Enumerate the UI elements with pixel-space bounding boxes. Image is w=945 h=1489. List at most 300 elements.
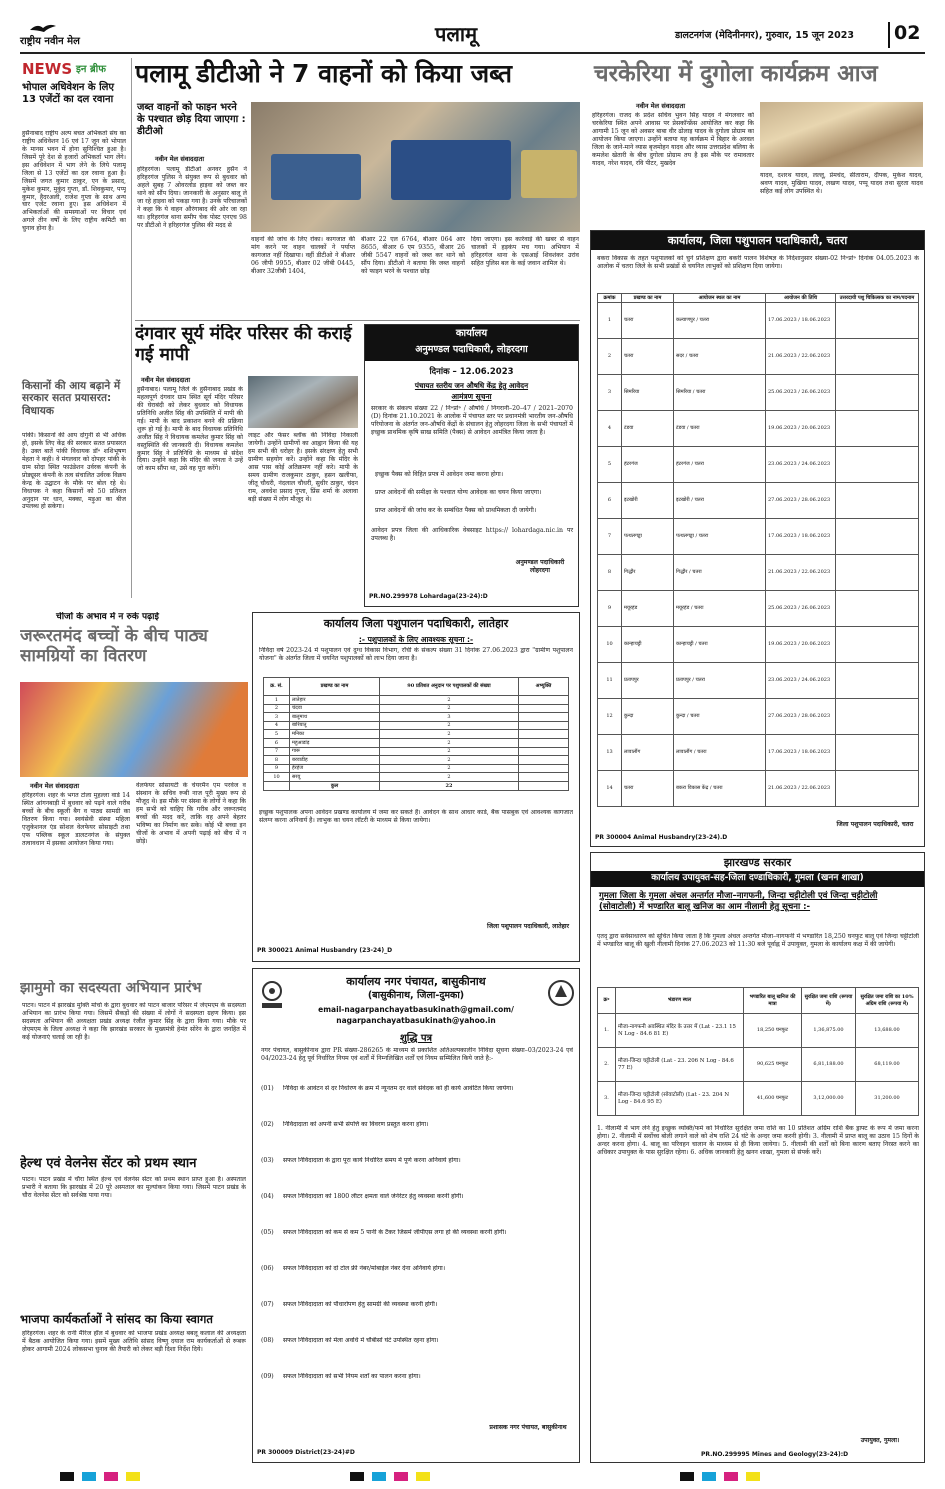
- table-row: [264, 738, 569, 747]
- health-body: पाटन। पाटन प्रखंड में चौरा स्थित हेल्थ एवं वेलनेस सेंटर को प्रथम स्थान प्राप्त हुआ है। अस्पताल प्रभारी ने बताया कि झारखंड में 20 पूरे अस्पताल का मूल्यांकन किया गया। जिसमें पाटन प्रखंड के चौरा वेलनेस सेंटर को सर्वश्रेष्ठ पाया गया।: [22, 1176, 246, 1199]
- latehar-pr: PR 300021 Animal Husbandry (23-24)_D: [257, 947, 393, 954]
- table-row: [264, 704, 569, 713]
- lead-byline: नवीन मेल संवाददाता: [155, 155, 204, 163]
- chatra-cell-date: 23.06.2023 / 24.06.2023: [766, 662, 836, 698]
- chatra-cell-venue: मयूरहंड / चतरा: [674, 590, 766, 626]
- table-row: [598, 626, 919, 662]
- chatra-col-serial: क्रमांक: [598, 294, 622, 303]
- chatra-cell-officer: [836, 518, 919, 554]
- gumla-intro: एतद् द्वारा सर्वसाधारण को सूचित किया जाता है कि गुमला अंचल अन्तर्गत मौजा–नागफनी में भण्डारित 18,250 घनफुट बालू एवं जिन्दा चट्टीटोली में भण्डारित बालू की खुली नीलामी दिनांक 27.06.2023 को 11:30 बजे पूर्वाह्न में उपायुक्त, गुमला के कार्यालय कक्ष में की जायेगी।: [597, 933, 919, 948]
- latehar-notes: इच्छुक पशुपालक अपना आवेदन प्रखण्ड कार्यालय में जमा कर सकते हैं। आवेदन के साथ आधार कार्ड, बैंक पासबुक एवं आवश्यक कागजात संलग्न करना अनिवार्य है। लाभुक का चयन लॉटरी के माध्यम से किया जायेगा।: [259, 809, 573, 824]
- chatra-cell-serial: 1: [598, 302, 622, 338]
- latehar-cell-serial: 5: [264, 730, 290, 739]
- swatch-black-3: [680, 1472, 694, 1481]
- latehar-sign: जिला पशुपालन पदाधिकारी, लातेहार: [486, 923, 570, 930]
- latehar-cell-remark: [519, 756, 569, 765]
- basukinath-notice: [252, 968, 580, 1463]
- print-color-bar: [20, 1472, 925, 1482]
- latehar-cell-count: 2: [380, 704, 519, 713]
- swatch-black-2: [350, 1472, 364, 1481]
- truck-1: [271, 154, 361, 200]
- lohardaga-sign: अनुमण्डल पदाधिकारी लोहरदगा: [515, 559, 565, 574]
- latehar-cell-count: 2: [380, 747, 519, 756]
- gumla-cell-deposit: 6,81,188.00: [802, 1048, 856, 1082]
- swatch-cyan-2: [372, 1472, 386, 1481]
- table-row: [598, 1082, 919, 1116]
- page-number: 02: [894, 22, 921, 44]
- gumla-cell-qty: 41,600 घनफुट: [744, 1082, 802, 1116]
- latehar-total-value: 22: [380, 781, 519, 790]
- list-item-text: निविदा के आवंटन से दर निर्धारण के क्रम में न्यूनतम दर वाले संवेदक को ही कार्य आवंटित किया जायेगा।: [283, 1085, 514, 1092]
- jmm-column: [20, 980, 248, 1455]
- latehar-cell-serial: 7: [264, 747, 290, 756]
- latehar-cell-count: 2: [380, 756, 519, 765]
- latehar-cell-remark: [519, 738, 569, 747]
- latehar-cell-block: चंदवा: [290, 704, 380, 713]
- chatra-cell-serial: 7: [598, 518, 622, 554]
- bjp-headline: भाजपा कार्यकर्ताओं ने सांसद का किया स्वागत: [20, 1312, 213, 1326]
- table-row: [264, 747, 569, 756]
- lohardaga-body: सरकार के संकल्प संख्या 22 / नि॰प्रो॰ / औषधि / निगरानी–20–47 / 2021–2070 (D) दिनांक 21.10.2021 के आलोक में पंचायत स्तर पर प्रधानमंत्री भारतीय जन-औषधि परियोजना के अंतर्गत जन-औषधि केंद्रों के संचालन हेतु लोहरदगा जिला के सभी पंचायतों में इच्छुक प्राथमिक कृषि साख समिति (पैक्स) से आवेदन आमंत्रित किया जाता है।: [371, 405, 573, 436]
- latehar-cell-remark: [519, 696, 569, 705]
- chatra-cell-block: गिद्धौर: [622, 554, 674, 590]
- lohardaga-office-2: अनुमण्डल पदाधिकारी, लोहरदगा: [415, 344, 528, 355]
- table-row: [264, 730, 569, 739]
- list-item-number: (09): [261, 1373, 274, 1380]
- chatra-cell-venue: बकरा विकास केंद्र / चतरा: [674, 770, 766, 806]
- list-item: [261, 1373, 573, 1409]
- chatra-cell-officer: [836, 662, 919, 698]
- latehar-cell-block: बालूमाथ: [290, 713, 380, 722]
- table-row: [598, 590, 919, 626]
- list-item: [261, 1301, 573, 1337]
- chatra-cell-officer: [836, 734, 919, 770]
- lohardaga-pr: PR.NO.299978 Lohardaga(23-24):D: [369, 593, 488, 600]
- basukinath-email-2: nagarpanchayatbasukinath@yahoo.in: [336, 1016, 496, 1025]
- brief-body-1: हुसैनाबाद राष्ट्रीय अल्प बचत अभिकर्ता संघ का राष्ट्रीय अधिवेशन 16 एवं 17 जून को भोपाल के मानस भवन में होना सुनिश्चित हुआ है। जिसमें पूरे देश से हजारों अभिकर्ता भाग लेंगे। इस अधिवेशन में भाग लेने के लिये पलामू जिला से 13 एजेंटों का दल रवाना हुआ है। जिसमें जगत कुमार ठाकुर, एन के प्रसाद, मुकेश कुमार, मुकुंद गुप्ता, डॉ. शिवकुमार, पप्पू कुमार, हैदरअली, राजेश गुप्ता के साथ अन्य चार एजेंट रवाना हुए। इस अधिवेशन में अभिकर्ताओं की समस्याओं पर विचार एवं अगले तीन वर्षों के लिए राष्ट्रीय कमिटी का चुनाव होना है।: [22, 130, 126, 233]
- latehar-cell-count: 3: [380, 713, 519, 722]
- swatch-black-1: [60, 1472, 74, 1481]
- basukinath-office-2: (बासुकीनाथ, जिला-दुमका): [367, 990, 465, 1001]
- chatra-table: [597, 293, 919, 807]
- list-item: [261, 1265, 573, 1301]
- chatra-cell-serial: 10: [598, 626, 622, 662]
- bjp-body: हरिहरगंज। शहर के रानी मैरिज हॉल में बुधवार को भाजपा प्रखंड अध्यक्ष बबलू कलाल की अध्यक्षता में बैठक आयोजित किया गया। इसमें मुख्य अतिथि सांसद विष्णु दयाल राम कार्यकर्ताओं से रूबरू होकर आगामी 2024 लोकसभा चुनाव की तैयारी को लेकर बड़ी दिशा निर्देश दिये।: [22, 1330, 246, 1353]
- chatra-cell-block: प्रतापपुर: [622, 662, 674, 698]
- table-row: [598, 302, 919, 338]
- chatra-cell-officer: [836, 302, 919, 338]
- chatra-cell-serial: 11: [598, 662, 622, 698]
- latehar-cell-block: महुआडांड़: [290, 738, 380, 747]
- page-number-divider: [888, 22, 890, 48]
- table-row: [264, 713, 569, 722]
- masthead-brand: राष्ट्रीय नवीन मेल: [20, 36, 80, 47]
- lead-bottom-rule: [135, 320, 580, 321]
- charkeriya-body-2: यादव, दशरथ यादव, लल्लू, प्रेमचंद, सीताराम, दीपक, मुकेश यादव, श्रवण यादव, मुखिया यादव, लखण यादव, पप्पू यादव तथा सुरता यादव सहित कई लोग उपस्थित थे।: [760, 172, 923, 195]
- gumla-conditions: 1. नीलामी में भाग लेने हेतु इच्छुक व्यक्ति/फर्म को निर्धारित सुरक्षित जमा राशि का 10 प्रतिशत अग्रिम राशि बैंक ड्राफ्ट के रूप में जमा करना होगा। 2. नीलामी में सर्वोच्च बोली लगाने वाले को शेष राशि 24 घंटे के अन्दर जमा करनी होगी। 3. नीलामी में प्राप्त बालू का उठाव 15 दिनों के अन्दर करना होगा। 4. बालू का परिवहन चालान के माध्यम से ही किया जायेगा। 5. नीलामी की शर्तों को बिना कारण बताए निरस्त करने का अधिकार उपायुक्त के पास सुरक्षित रहेगा। 6. अधिक जानकारी हेतु खनन शाखा, गुमला से संपर्क करें।: [597, 1125, 919, 1156]
- swatch-magenta-2: [394, 1472, 408, 1481]
- gumla-sign: उपायुक्त, गुमला।: [860, 1437, 900, 1444]
- basukinath-title: शुद्धि पत्र: [399, 1033, 433, 1044]
- gumla-pr: PR.NO.299995 Mines and Geology(23-24):D: [701, 1451, 849, 1458]
- latehar-cell-count: 2: [380, 764, 519, 773]
- news-brief-column: [20, 58, 128, 598]
- list-item: [261, 1157, 573, 1193]
- latehar-cell-remark: [519, 764, 569, 773]
- lead-body-4: दिया जाएगा। इस कार्रवाई की खबर से वाहन चालकों में हड़कंप मच गया। अभियान में हरिहरगंज थाना के एसआई शिवशंकर उरांव सहित पुलिस बल के कई जवान शामिल थे।: [471, 236, 579, 267]
- chatra-cell-officer: [836, 338, 919, 374]
- list-item: [261, 1337, 573, 1373]
- chatra-cell-serial: 12: [598, 698, 622, 734]
- chatra-cell-venue: हंटरगंज / चतरा: [674, 446, 766, 482]
- list-item-number: (02): [261, 1121, 274, 1128]
- study-story: [20, 612, 248, 974]
- latehar-cell-remark: [519, 713, 569, 722]
- gumla-notice: [590, 852, 925, 1463]
- gumla-table-wrap: [597, 987, 919, 1116]
- swatch-yellow-1: [126, 1472, 140, 1481]
- study-photo-children: [20, 682, 248, 777]
- table-row: [598, 374, 919, 410]
- latehar-cell-count: 2: [380, 738, 519, 747]
- lead-deck: जब्त वाहनों को फाइन भरने के पश्चात छोड़ दिया जाएगा : डीटीओ: [137, 102, 246, 137]
- chatra-cell-venue: इटखोरी / चतरा: [674, 482, 766, 518]
- chatra-cell-officer: [836, 410, 919, 446]
- chatra-cell-officer: [836, 626, 919, 662]
- swatch-yellow-3: [746, 1472, 760, 1481]
- chatra-table-header: [598, 294, 919, 303]
- chatra-cell-date: 19.06.2023 / 20.06.2023: [766, 410, 836, 446]
- basukinath-conditions-list: [261, 1085, 573, 1409]
- list-item-text: सफल निविदादाता को पौधारोपण हेतु सामग्री की व्यवस्था करनी होगी।: [283, 1301, 438, 1308]
- chatra-cell-officer: [836, 446, 919, 482]
- temple-story: [135, 324, 360, 599]
- list-item-text: सफल निविदादाता को दो टोल फ्री नंबर/मोबाईल नंबर देना अनिवार्य होगा।: [283, 1265, 446, 1272]
- chatra-cell-serial: 13: [598, 734, 622, 770]
- lohardaga-bullet-2: प्राप्त आवेदनों की समीक्षा के पश्चात योग्य आवेदक का चयन किया जाएगा।: [375, 489, 542, 496]
- chatra-cell-officer: [836, 554, 919, 590]
- study-body-2: वेलफेयर सोसायटी के चेयरमैन एम परवेज व संस्थान के सचिव रूबी नाज पूरी मुख्य रूप से मौजूद थे। इस मौके पर संस्था के लोगों ने कहा कि हम सभी को चाहिए कि गरीब और जरूरतमंद बच्चों की मदद करें, ताकि वह अपने बेहतर भविष्य का निर्माण कर सके। कोई भी बच्चा इन चीजों के अभाव में अपनी पढ़ाई को बीच में न छोड़े।: [136, 782, 246, 845]
- chatra-cell-officer: [836, 590, 919, 626]
- list-item-number: (01): [261, 1085, 274, 1092]
- chatra-cell-date: 21.06.2023 / 22.06.2023: [766, 338, 836, 374]
- latehar-intro: निविदा वर्ष 2023-24 में पशुपालन एवं दुग्ध विकास विभाग, राँची के संकल्प संख्या 31 दिनांक 27.06.2023 द्वारा "ग्रामीण पशुपालन योजना" के अंतर्गत जिला में चयनित पशुपालकों को लाभ दिया जाना है।: [259, 647, 573, 662]
- charkeriya-body-1: हरिहरगंज। राजद के प्रदेश सचिव भुवन सिंह यादव ने मंगलवार को चरकेरिया स्थित अपने आवास पर प्रेसकॉन्फ्रेंस आयोजित कर कहा कि आगामी 15 जून को अवसर बाबा वीर ढोलाइ यादव के दुगोला प्रोग्राम का आयोजन किया जाएगा। उन्होंने बताया यह कार्यक्रम में बिहार के अरवल जिला के जाने-माने व्यास बृजमोहन यादव और व्यास उत्तरप्रदेश बलिया के कमलेश खेतारी के बीच दुगोला प्रोग्राम तय है इस मौके पर रामावतार यादव, नरेश यादव, रवि पीटर, मुखदेव: [592, 112, 754, 167]
- lead-story: [135, 58, 580, 316]
- brief-headline-2: किसानों की आय बढ़ाने में सरकार सतत प्रयासरत: विधायक: [22, 380, 121, 417]
- table-row: [598, 338, 919, 374]
- chatra-cell-venue: प्रतापपुर / चतरा: [674, 662, 766, 698]
- table-row: [598, 1048, 919, 1082]
- chatra-cell-date: 21.06.2023 / 22.06.2023: [766, 554, 836, 590]
- gumla-col-serial: क्र॰: [598, 988, 616, 1014]
- lohardaga-bullet-1: इच्छुक पैक्स को विहित प्रपत्र में आवेदन जमा करना होगा।: [375, 471, 504, 478]
- chatra-cell-venue: गिद्धौर / चतरा: [674, 554, 766, 590]
- chatra-cell-venue: कल्याणपुर / चतरा: [674, 302, 766, 338]
- latehar-subtitle: :- पशुपालकों के लिए आवश्यक सूचना :-: [358, 635, 474, 644]
- gumla-cell-qty: 18,250 घनफुट: [744, 1014, 802, 1048]
- table-row: [264, 696, 569, 705]
- list-item-number: (06): [261, 1265, 274, 1272]
- study-body-1: हरिहरगंज। शहर के भगत टोला मुहल्ला वार्ड 14 स्थित आंगनबाड़ी में बुधवार को पढ़ने वाले गरीब बच्चों के बीच स्कूली बैग व पाठ्य सामग्री का वितरण किया गया। स्वयंसेवी संस्था महिला एजुकेशनल एंड सोशल वेलफेयर सोसाइटी तथा एफ पब्लिक स्कूल डालटनगंज के संयुक्त तत्वावधान में इसका आयोजन किया गया।: [22, 792, 130, 847]
- list-item-text: सफल निविदादाता को 1800 लीटर क्षमता वाले जेनेरेटर हेतु व्यवस्था करनी होगी।: [283, 1193, 464, 1200]
- latehar-total-row: [264, 781, 569, 790]
- latehar-cell-block: बरवाडीह: [290, 756, 380, 765]
- chatra-cell-block: चतरा: [622, 770, 674, 806]
- chatra-cell-block: कान्हाचट्टी: [622, 626, 674, 662]
- list-item-text: सफल निविदादाता को मेला अवधि में चौबीसों घंटे उपस्थित रहना होगा।: [283, 1337, 439, 1344]
- chatra-cell-block: कुन्दा: [622, 698, 674, 734]
- chatra-cell-date: 17.06.2023 / 18.06.2023: [766, 734, 836, 770]
- table-row: [264, 721, 569, 730]
- latehar-cell-block: लातेहार: [290, 696, 380, 705]
- list-item-number: (07): [261, 1301, 274, 1308]
- latehar-cell-block: मनिका: [290, 730, 380, 739]
- truck-3: [521, 150, 577, 198]
- news-label: NEWS: [22, 60, 73, 78]
- gumla-table: [597, 987, 919, 1116]
- truck-2: [391, 140, 511, 200]
- latehar-cell-block: हेरहंज: [290, 764, 380, 773]
- gumla-title: गुमला जिला के गुमला अंचल अन्तर्गत मौजा–नागफनी, जिन्दा चट्टीटोली एवं जिन्दा चट्टीटोली (सोवाटोली) में भण्डारित बालू खनिज का आम नीलामी हेतु सूचना :-: [599, 891, 878, 912]
- gumla-cell-advance: 68,119.00: [856, 1048, 919, 1082]
- masthead-rule: [20, 52, 925, 54]
- list-item-number: (08): [261, 1337, 274, 1344]
- swatch-magenta-1: [104, 1472, 118, 1481]
- gumla-cell-deposit: 1,36,875.00: [802, 1014, 856, 1048]
- table-row: [264, 773, 569, 782]
- chatra-cell-serial: 3: [598, 374, 622, 410]
- latehar-cell-serial: 3: [264, 713, 290, 722]
- news-label-2: इन ब्रीफ: [76, 64, 106, 75]
- chatra-table-wrap: [597, 293, 919, 807]
- chatra-cell-date: 25.06.2023 / 26.06.2023: [766, 374, 836, 410]
- latehar-table-body: [264, 696, 569, 782]
- lead-body-3: बीआर 22 एल 6764, बीआर 064 आर 8655, बीआर 6 एम 9355, बीआर 26 जीबी 5547 वाहनों को जब्त कर थाने को सौंप दिया। डीटीओ ने बताया कि जब्त वाहनों को फाइन भरने के पश्चात छोड़: [361, 236, 465, 275]
- latehar-cell-remark: [519, 730, 569, 739]
- gumla-col-advance: सुरक्षित जमा राशि का 10% अग्रिम राशि (रूपया में): [856, 988, 919, 1014]
- charkeriya-story: [590, 58, 925, 226]
- latehar-col-block: प्रखण्ड का नाम: [290, 678, 380, 696]
- latehar-office: कार्यालय जिला पशुपालन पदाधिकारी, लातेहार: [323, 617, 509, 630]
- chatra-cell-venue: सिमरिया / चतरा: [674, 374, 766, 410]
- table-row: [598, 554, 919, 590]
- lead-photo-trucks: [251, 102, 580, 232]
- chatra-cell-venue: सदर / चतरा: [674, 338, 766, 374]
- chatra-office: कार्यालय, जिला पशुपालन पदाधिकारी, चतरा: [667, 234, 848, 247]
- brief-headline-1: भोपाल अधिवेशन के लिए 13 एजेंटों का दल रवाना: [22, 82, 114, 105]
- chatra-cell-date: 19.06.2023 / 20.06.2023: [766, 626, 836, 662]
- chatra-cell-block: चतरा: [622, 338, 674, 374]
- masthead-section: पलामू: [435, 22, 478, 46]
- latehar-cell-serial: 1: [264, 696, 290, 705]
- latehar-col-count: 90 प्रतिशत अनुदान पर पशुपालकों की संख्या: [380, 678, 519, 696]
- gumla-cell-site: मौजा-जिन्दा चट्टीटोली (सोवाटोली) (Lat - 23. 204 N Log - 84.6 95 E): [616, 1082, 744, 1116]
- masthead-dateline: डालटनगंज (मेदिनीनगर), गुरुवार, 15 जून 2023: [675, 30, 854, 41]
- basukinath-office: कार्यालय नगर पंचायत, बासुकीनाथ: [346, 975, 486, 988]
- study-byline: नवीन मेल संवाददाता: [30, 782, 79, 790]
- gumla-cell-advance: 13,688.00: [856, 1014, 919, 1048]
- list-item: [261, 1193, 573, 1229]
- lead-headline: पलामू डीटीओ ने 7 वाहनों को किया जब्त: [135, 59, 512, 88]
- table-row: [598, 698, 919, 734]
- chatra-cell-block: इटखोरी: [622, 482, 674, 518]
- latehar-cell-serial: 10: [264, 773, 290, 782]
- gumla-office: कार्यालय उपायुक्त-सह-जिला दण्डाधिकारी, गुमला (खनन शाखा): [651, 873, 864, 883]
- table-row: [598, 410, 919, 446]
- gumla-cell-site: मौजा-जिन्दा चट्टीटोली (Lat - 23. 206 N Log - 84.6 77 E): [616, 1048, 744, 1082]
- latehar-cell-remark: [519, 773, 569, 782]
- table-row: [598, 1014, 919, 1048]
- lohardaga-subtitle: आमंत्रण सूचना: [451, 392, 492, 401]
- temple-photo: [248, 376, 358, 428]
- charkeriya-photo: [760, 102, 923, 167]
- chatra-cell-date: 21.06.2023 / 22.06.2023: [766, 770, 836, 806]
- lohardaga-footer: आवेदन प्रपत्र जिला की आधिकारिक वेबसाइट https:// lohardaga.nic.in पर उपलब्ध है।: [371, 527, 573, 542]
- latehar-cell-count: 2: [380, 721, 519, 730]
- chatra-cell-block: चतरा: [622, 302, 674, 338]
- gumla-cell-serial: 3.: [598, 1082, 616, 1116]
- latehar-cell-count: 2: [380, 696, 519, 705]
- chatra-cell-block: टंडवा: [622, 410, 674, 446]
- gumla-cell-advance: 31,200.00: [856, 1082, 919, 1116]
- chatra-cell-officer: [836, 770, 919, 806]
- latehar-cell-serial: 2: [264, 704, 290, 713]
- swatch-cyan-1: [82, 1472, 96, 1481]
- latehar-cell-serial: 9: [264, 764, 290, 773]
- lohardaga-date: दिनांक – 12.06.2023: [429, 367, 514, 377]
- list-item-number: (04): [261, 1193, 274, 1200]
- gumla-col-site: भंडारण स्थल: [616, 988, 744, 1014]
- chatra-intro: बकरा विकास के तहत पशुपालकों को चुने प्रशिक्षण द्वारा बकरी पालन विशेषज्ञ के निर्देशानुसार संख्या-02 नि॰प्रो॰ दिनांक 04.05.2023 के आलोक में चतरा जिले के सभी प्रखंडों से चयनित लाभुकों को प्रशिक्षण दिया जायेगा।: [597, 255, 919, 270]
- list-item-text: सफल निविदादाता को सभी नियम शर्तों का पालन करना होगा।: [283, 1373, 421, 1380]
- bird-logo-icon: [28, 22, 58, 36]
- latehar-table-wrap: [263, 677, 569, 791]
- masthead: [20, 18, 925, 52]
- chatra-cell-block: लावालौंग: [622, 734, 674, 770]
- study-headline: जरूरतमंद बच्चों के बीच पाठ्य सामग्रियों का वितरण: [20, 626, 208, 667]
- chatra-cell-serial: 9: [598, 590, 622, 626]
- chatra-cell-venue: पत्थलगड्डा / चतरा: [674, 518, 766, 554]
- temple-body-2: लाइट और फेंसर ब्लॉक की निविदा निकाली जायेगी। उन्होंने ग्रामीणों का आह्वान किया की यह हम सभी की धरोहर है। इसके संरक्षण हेतु सभी ग्रामीण सहयोग करें। उन्होंने कहा कि मंदिर के आस पास कोई अतिक्रमण नहीं करे। मापी के समय ग्रामीण राजकुमार ठाकुर, हसन खलीफा, जीतू चौधरी, नंदलाल चौधरी, सुधीर ठाकुर, चंदन राम, अवधेश प्रसाद गुप्ता, प्रिंस शर्मा के अलावा बड़ी संख्या में लोग मौजूद थे।: [248, 432, 358, 503]
- chatra-col-venue: आयोजन स्थल का नाम: [674, 294, 766, 303]
- chatra-col-officer: उत्तरदायी पशु चिकित्सक का नाम/पदनाम: [836, 294, 919, 303]
- lead-body-2: वाहनों की जांच के लिए रोका। कागजात की मांग करने पर वाहन चालकों ने पर्याप्त कागजात नहीं दिखाया। वहीं डीटीओ ने बीआर 06 जीपी 9955, बीआर 02 जीबी 0445, बीआर 32जीबी 1404,: [251, 236, 355, 275]
- latehar-cell-remark: [519, 704, 569, 713]
- temple-headline: दंगवार सूर्य मंदिर परिसर की कराई गई मापी: [135, 324, 352, 365]
- chatra-cell-serial: 2: [598, 338, 622, 374]
- latehar-cell-block: सरयू: [290, 773, 380, 782]
- charkeriya-byline: नवीन मेल संवाददाता: [636, 102, 685, 110]
- latehar-cell-remark: [519, 747, 569, 756]
- list-item-text: निविदादाता को अपनी सभी संपत्ति का विवरण प्रस्तुत करना होगा।: [283, 1121, 429, 1128]
- lohardaga-office: कार्यालय: [455, 328, 488, 339]
- latehar-cell-block: गारू: [290, 747, 380, 756]
- chatra-cell-venue: टंडवा / चतरा: [674, 410, 766, 446]
- chatra-cell-serial: 4: [598, 410, 622, 446]
- gumla-table-header: [598, 988, 919, 1014]
- list-item-text: सफल निविदादाता के द्वारा पूरा कार्य निर्धारित समय में पूर्ण करना अनिवार्य होगा।: [283, 1157, 461, 1164]
- chatra-cell-date: 25.06.2023 / 26.06.2023: [766, 590, 836, 626]
- chatra-cell-serial: 14: [598, 770, 622, 806]
- gumla-cell-serial: 2.: [598, 1048, 616, 1082]
- swatch-magenta-3: [724, 1472, 738, 1481]
- chatra-cell-date: 17.06.2023 / 18.06.2023: [766, 302, 836, 338]
- chatra-sign: जिला पशुपालन पदाधिकारी, चतरा: [836, 821, 914, 828]
- jmm-headline: झामुमो का सदस्यता अभियान प्रारंभ: [20, 980, 202, 996]
- table-row: [598, 518, 919, 554]
- gumla-govt: झारखण्ड सरकार: [723, 856, 792, 869]
- chatra-cell-officer: [836, 374, 919, 410]
- chatra-cell-block: सिमरिया: [622, 374, 674, 410]
- table-row: [598, 482, 919, 518]
- chatra-cell-officer: [836, 482, 919, 518]
- chatra-cell-serial: 5: [598, 446, 622, 482]
- list-item: [261, 1121, 573, 1157]
- chatra-cell-block: मयूरहंड: [622, 590, 674, 626]
- table-row: [598, 446, 919, 482]
- temple-body-1: हुसैनाबाद। पलामू जिले के हुसैनाबाद प्रखंड के महत्वपूर्ण दंगवार ग्राम स्थित सूर्य मंदिर परिसर की घेराबंदी को लेकर बुधवार को विधायक प्रतिनिधि अजीत सिंह की उपस्थिति में मापी की गई। मापी के बाद प्रकाशन बनने की प्रक्रिया शुरू हो गई है। मापी के बाद विधायक प्रतिनिधि अजीत सिंह ने विधायक कमलेश कुमार सिंह को वस्तुस्थिति की जानकारी दी। विधायक कमलेश कुमार सिंह ने प्रतिनिधि के माध्यम से संदेश दिया। उन्होंने कहा कि मंदिर की जनता ने उन्हें जो काम सौंपा था, उसे वह पूरा करेंगे।: [137, 386, 243, 473]
- list-item-text: सफल निविदादाता को कम से कम 5 पानी के टैंकर जिसमें जीपीएस लगा हो की व्यवस्था करनी होगी।: [283, 1229, 507, 1236]
- basukinath-pr: PR 300009 District(23-24)#D: [257, 1449, 355, 1456]
- health-headline: हेल्थ एवं वेलनेस सेंटर को प्रथम स्थान: [20, 1156, 197, 1171]
- lead-body-1: हरिहरगंज। पलामू डीटीओ अनवर हुसैन ने हरिहरगंज पुलिस ने संयुक्त रूप से बुधवार को अहले सुबह 7 ओवरलोड हाइवा को जब्त कर थाने को सौंप दिया। जानकारी के अनुसार बालू ले जा रहे हाइवा को पकड़ा गया है। उनके परिचालकों ने कहा कि ये वाहन औरंगाबाद की ओर जा रहा था। हरिहरगंज थाना समीप चेक पोस्ट एनएच 98 पर डीटीओ ने हरिहरगंज पुलिस की मदद से: [137, 166, 247, 229]
- latehar-col-remark: अभ्युक्ति: [519, 678, 569, 696]
- temple-byline: नवीन मेल संवाददाता: [141, 376, 190, 384]
- list-item: [261, 1229, 573, 1265]
- table-row: [264, 756, 569, 765]
- chatra-pr: PR 300004 Animal Husbandry(23-24).D: [595, 834, 728, 841]
- latehar-cell-remark: [519, 721, 569, 730]
- gumla-cell-deposit: 3,12,000.00: [802, 1082, 856, 1116]
- gumla-col-deposit: सुरक्षित जमा राशि (रूपया में): [802, 988, 856, 1014]
- brief-body-2: पांकी। किसानों की आय दोगुनी से भी अधिक हो, इसके लिए केंद्र की सरकार सतत प्रयासरत है। उक्त बातें पांकी विधायक डॉ॰ शशिभूषण मेहता ने कही। वे मंगलवार को दोपहर पांकी के ग्राम सोदा स्थित फाउंडेशन उर्वरक कंपनी के प्रोड्यूसर कंपनी के तत्व संचालित उर्वरक विक्रय केन्द्र के उद्घाटन के मौके पर बोल रहे थे। विधायक ने कहा किसानों को 50 प्रतिशत अनुदान पर धान, मक्का, मड़ुआ का बीज उपलब्ध हो सकेगा।: [22, 432, 126, 511]
- latehar-cell-count: 2: [380, 773, 519, 782]
- chatra-notice: [590, 230, 925, 847]
- chatra-cell-serial: 6: [598, 482, 622, 518]
- lohardaga-title: पंचायत स्तरीय जन औषधि केंद्र हेतु आवेदन: [414, 381, 529, 390]
- gumla-cell-qty: 90,625 घनफुट: [744, 1048, 802, 1082]
- gumla-cell-site: मौजा-नागफनी अवस्थित मंदिर के उत्तर में (Lat - 23.1 15 N Log - 84.6 81 E): [616, 1014, 744, 1048]
- chatra-cell-block: हंटरगंज: [622, 446, 674, 482]
- chatra-cell-serial: 8: [598, 554, 622, 590]
- chatra-cell-venue: लावालौंग / चतरा: [674, 734, 766, 770]
- list-item-number: (05): [261, 1229, 274, 1236]
- table-row: [598, 770, 919, 806]
- latehar-cell-block: बारियातू: [290, 721, 380, 730]
- lohardaga-notice: [364, 324, 579, 607]
- study-kicker: चीजों के अभाव में न रुके पढ़ाई: [56, 612, 159, 622]
- chatra-cell-venue: कुन्दा / चतरा: [674, 698, 766, 734]
- chatra-cell-date: 17.06.2023 / 18.06.2023: [766, 518, 836, 554]
- chatra-col-block: प्रखण्ड का नाम: [622, 294, 674, 303]
- jmm-body: पाटन। पाटन में झारखंड मुक्ति मोर्चा के द्वारा बुधवार को पाटन बाजार परिसर में जेएमएम के सदस्यता अभियान का प्रारंभ किया गया। जिसमें सैकड़ों की संख्या में लोगों ने सदस्यता ग्रहण किया। इस सदस्यता अभियान की अध्यक्षता प्रखंड अध्यक्ष रंजीत कुमार सिंह के द्वारा किया गया। मौके पर जेएमएम के जिला अध्यक्ष ने कहा कि झारखंड सरकार के मुख्यमंत्री हेमंत सोरेन के द्वारा जनहित में कई योजनाएं चलाई जा रही है।: [22, 1002, 246, 1041]
- chatra-cell-date: 27.06.2023 / 28.06.2023: [766, 698, 836, 734]
- basukinath-email-1: email-nagarpanchayatbasukinath@gmail.com/: [318, 1005, 514, 1014]
- chatra-cell-officer: [836, 698, 919, 734]
- table-row: [598, 734, 919, 770]
- lohardaga-bullet-3: प्राप्त आवेदनों की जांच कर के सम्बंधित पैक्स को प्राथमिकता दी जायेगी।: [375, 507, 537, 514]
- chatra-col-date: आयोजन की तिथि: [766, 294, 836, 303]
- latehar-col-serial: क्र. सं.: [264, 678, 290, 696]
- table-row: [598, 662, 919, 698]
- chatra-cell-date: 27.06.2023 / 28.06.2023: [766, 482, 836, 518]
- column-divider-left: [131, 58, 132, 598]
- swatch-yellow-2: [416, 1472, 430, 1481]
- chatra-cell-venue: कान्हाचट्टी / चतरा: [674, 626, 766, 662]
- latehar-cell-serial: 8: [264, 756, 290, 765]
- chatra-table-body: [598, 302, 919, 806]
